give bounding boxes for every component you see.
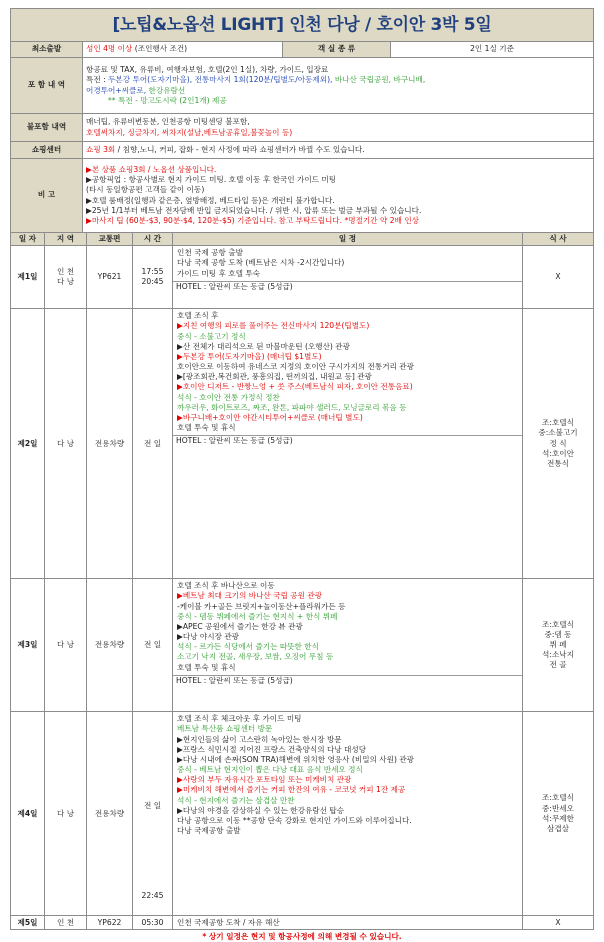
min-departure-value: 성인 4명 이상 (조인행사 조건)	[83, 42, 283, 58]
schedule-day-row	[11, 309, 594, 579]
hotel-info: HOTEL : 알란씨 또는 동급 (5성급)	[173, 435, 522, 446]
remark-line: (타시 동일항공편 고객들 같이 이동)	[86, 185, 205, 195]
day-time: 전 일	[133, 579, 173, 712]
plan-line: ▶바구니배+호이안 야간시티투어+씨클로 (매너팁 별도)	[177, 412, 363, 422]
day-time-depart: 22:45	[141, 891, 164, 900]
plan-line: 다낭 국제공항 출발	[177, 826, 241, 836]
plan-line: ▶현지인들의 삶이 고스란히 녹아있는 한시장 방문	[177, 734, 342, 744]
day-region: 다 낭	[45, 579, 87, 712]
footer-note: * 상기 일정은 현지 및 항공사정에 의해 변경될 수 있습니다.	[202, 932, 402, 942]
plan-line: 석식 - 현지에서 즐기는 삼겹살 만찬	[177, 795, 295, 805]
included-line: 항공료 및 TAX, 유류비, 여행자보험, 호텔(2인 1실), 차량, 가이드, 입장료	[86, 65, 329, 75]
plan-line: 호텔 조식 후 체크아웃 후 가이드 미팅	[177, 714, 302, 724]
day-meals: 조:호텔식 중:반세오 석:무제한 삼겹살	[523, 712, 594, 916]
plan-line: ▶베트남 최대 크기의 바나산 국립 공원 관광	[177, 591, 323, 601]
plan-line: 베트남 특산품 쇼핑센터 방문	[177, 724, 273, 734]
remark-line: ▶마사지 팁 (60분-$3, 90분-$4, 120분-$5) 기준입니다. 참고 부탁드립니다. *명절기간 약 2배 인상	[86, 215, 420, 225]
plan-line: 중식 - 소불고기 정식	[177, 331, 246, 341]
plan-line: 호이안으로 이동하여 유네스코 지정의 호이안 구시가지의 전통거리 관광	[177, 362, 414, 372]
room-type-label: 객 실 종 류	[283, 42, 391, 58]
excluded-label: 불포함 내역	[11, 114, 83, 142]
day-number: 제2일	[11, 309, 45, 579]
plan-line: ▶[광조회관,복건회관, 풍흥의집, 떤끼의집, 내원교 등] 관광	[177, 372, 372, 382]
plan-line: 인천 국제 공항 출발	[177, 248, 243, 258]
hotel-info: HOTEL : 알란씨 또는 동급 (5성급)	[173, 281, 522, 292]
day-transport: 전용차량	[87, 309, 133, 579]
included-special: 특전 : 두본강 투어(도자기마을), 전통마사지 1회(120분/팁별도/아동제외), 바나산 국립공원, 바구니배,	[86, 75, 426, 85]
plan-line: ▶프랑스 식민시절 지어진 프랑스 건축양식의 다낭 대성당	[177, 744, 367, 754]
day-meals: 조:호텔식 중:뎀 동 뷔 페 석:소낙지 전 골	[523, 579, 594, 712]
plan-line: 까우러우, 화이트로즈, 짜조, 완톤, 파파야 샐러드, 모닝글로리 볶음 등	[177, 402, 407, 412]
day-plan	[173, 712, 523, 916]
schedule-header-row	[11, 233, 594, 246]
included-details	[83, 58, 594, 114]
excluded-surcharge: 호텔써차지, 싱글차지, 써차지(설날,베트남공휴일,불꽃놀이 등)	[86, 127, 293, 137]
summary-table	[10, 8, 594, 233]
day-time: 전 일	[133, 309, 173, 579]
plan-line: 호텔 조식 후 바나산으로 이동	[177, 581, 275, 591]
day-transport: YP621	[87, 246, 133, 309]
included-mango-note: ** 특전 - 망고도시락 (2인1개) 제공	[108, 95, 227, 105]
day-transport: 전용차량	[87, 579, 133, 712]
day-number: 제1일	[11, 246, 45, 309]
remarks-label: 비 고	[11, 159, 83, 233]
schedule-day-row	[11, 916, 594, 930]
day-time: 05:30	[133, 916, 173, 930]
schedule-header-cell: 식 사	[523, 233, 594, 246]
itinerary-document	[10, 8, 594, 942]
plan-line: 중식 - 베트남 현지인이 뽑은 다낭 대표 음식 반세오 정식	[177, 765, 363, 775]
schedule-day-row	[11, 579, 594, 712]
plan-line: 석식 - 호이안 전통 가정식 정찬	[177, 392, 280, 402]
plan-line: ▶다낭 야시장 관광	[177, 632, 240, 642]
remarks-list	[83, 159, 594, 233]
schedule-header-cell: 일 정	[173, 233, 523, 246]
plan-line: ▶두본강 투어(도자기마을) (매너팁 $1별도)	[177, 351, 322, 361]
included-label: 포 함 내 역	[11, 58, 83, 114]
day-region: 인 천 다 낭	[45, 246, 87, 309]
remark-line: ▶호텔 룸배정(일행과 같은층, 옆방배정, 베드타입 등)은 개런티 불가합니다.	[86, 195, 335, 205]
schedule-header-cell: 지 역	[45, 233, 87, 246]
schedule-header-cell: 시 간	[133, 233, 173, 246]
room-type-value: 2인 1실 기준	[391, 42, 594, 58]
day-region: 다 낭	[45, 309, 87, 579]
plan-line: ▶다낭의 야경을 감상하실 수 있는 한강유람선 탑승	[177, 805, 345, 815]
plan-line: ▶호이안 디저트 - 반짱느엉 + 씃 주스(베트남식 피자, 호이안 전통음료)	[177, 382, 413, 392]
schedule-header-cell: 교통편	[87, 233, 133, 246]
plan-line: 호텔 조식 후	[177, 311, 219, 321]
plan-line: 중식 - 뎀동 뷔페에서 즐기는 현지식 + 한식 뷔페	[177, 611, 338, 621]
plan-line: 가이드 미팅 후 호텔 투숙	[177, 268, 261, 278]
shopping-details: 쇼핑 3회 / 침향,노니, 커피, 잡화 - 현지 사정에 따라 쇼핑센터가 바뀔 수도 있습니다.	[83, 142, 594, 159]
plan-line: 호텔 투숙 및 휴식	[177, 662, 236, 672]
day-meals: X	[523, 246, 594, 309]
day-plan	[173, 579, 523, 712]
excluded-details	[83, 114, 594, 142]
day-meals: X	[523, 916, 594, 930]
schedule-header-cell: 일 자	[11, 233, 45, 246]
schedule-table	[10, 232, 594, 930]
plan-line: ▶산 전체가 대리석으로 된 마블마운틴 (오행산) 관광	[177, 341, 350, 351]
plan-line: ▶사랑의 부두 자유시간 포토타임 또는 미케비치 관광	[177, 775, 352, 785]
plan-line: 호텔 투숙 및 휴식	[177, 423, 236, 433]
day-plan	[173, 246, 523, 309]
remark-line: ▶본 상품 쇼핑3회 / 노옵션 상품입니다.	[86, 164, 217, 174]
day-region: 다 낭	[45, 712, 87, 916]
day-transport: 전용차량	[87, 712, 133, 916]
plan-line: 석식 - 르가든 식당에서 즐기는 따뜻한 한식	[177, 642, 319, 652]
plan-line: 인천 국제공항 도착 / 자유 해산	[177, 918, 280, 928]
plan-line: -케이블 카+골든 브릿지+놀이동산+플라워가든 등	[177, 601, 346, 611]
plan-line: 다낭 공항으로 이동 **공항 단속 강화로 현지인 가이드와 이루어집니다.	[177, 815, 412, 825]
day-region: 인 천	[45, 916, 87, 930]
plan-line: ▶다낭 시내에 손짜(SON TRA)해변에 위치한 영응사 (비밀의 사원) 관광	[177, 754, 414, 764]
day-number: 제3일	[11, 579, 45, 712]
day-time-main: 전 일	[143, 801, 162, 811]
plan-line: 소고기 낙지 전골, 새우장, 보쌈, 오징어 무침 등	[177, 652, 334, 662]
day-number: 제4일	[11, 712, 45, 916]
schedule-day-row	[11, 712, 594, 916]
page-title: [노팁&노옵션 LIGHT] 인천 다낭 / 호이안 3박 5일	[11, 9, 594, 42]
plan-line: 다낭 국제 공항 도착 (베트남은 시차 -2시간입니다)	[177, 258, 345, 268]
day-time: 17:55 20:45	[133, 246, 173, 309]
day-plan	[173, 916, 523, 930]
day-time	[133, 712, 173, 916]
remark-line: ▶25년 1/1부터 베트남 전자담배 반입 금지되었습니다. / 위반 시, 압류 또는 벌금 부과될 수 있습니다.	[86, 205, 422, 215]
shopping-label: 쇼핑센터	[11, 142, 83, 159]
plan-line: ▶미케비치 해변에서 즐기는 커피 한잔의 여유 - 코코넛 커피 1잔 제공	[177, 785, 406, 795]
remark-line: ▶공항픽업 : 항공사별로 현지 가이드 미팅. 호텔 이동 후 한국인 가이드 미팅	[86, 175, 337, 185]
day-meals: 조:호텔식 중:소불고기 정 식 석:호이안 전통식	[523, 309, 594, 579]
included-special-cont: 어경투어+씨클로, 한강유람선	[86, 85, 186, 95]
plan-line: ▶지친 여행의 피로를 풀어주는 전신마사지 120분(팁별도)	[177, 321, 370, 331]
hotel-info: HOTEL : 알란씨 또는 동급 (5성급)	[173, 675, 522, 686]
day-number: 제5일	[11, 916, 45, 930]
excluded-line: 매너팁, 유류비변동분, 인천공항 미팅센딩 불포함,	[86, 117, 250, 127]
schedule-day-row	[11, 246, 594, 309]
min-departure-label: 최소출발	[11, 42, 83, 58]
day-transport: YP622	[87, 916, 133, 930]
plan-line: ▶APEC 공원에서 즐기는 한강 뷰 관광	[177, 621, 303, 631]
day-plan	[173, 309, 523, 579]
